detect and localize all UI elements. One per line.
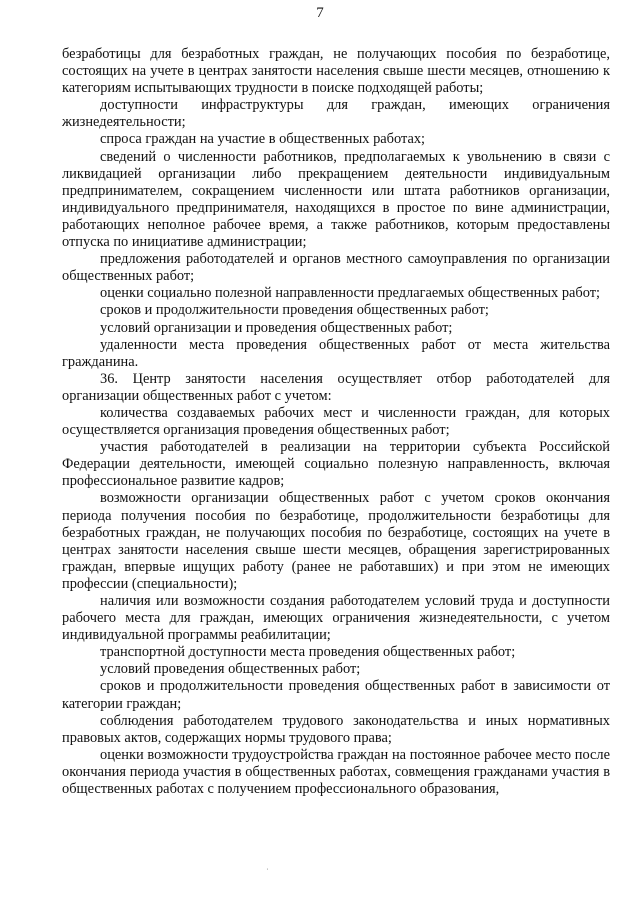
paragraph-15: транспортной доступности места проведения общественных работ; (100, 644, 516, 661)
paragraph-3: спроса граждан на участие в общественных работах; (100, 131, 426, 148)
paragraph-7: сроков и продолжительности проведения общественных работ; (100, 302, 489, 319)
paragraph-2: доступности инфраструктуры для граждан, имеющих ограничения жизнедеятельности; (62, 97, 610, 131)
paragraph-16: условий проведения общественных работ; (100, 661, 361, 678)
paragraph-9: удаленности места проведения общественных работ от места жительства гражданина. (62, 336, 610, 370)
paragraph-1: безработицы для безработных граждан, не получающих пособия по безработице, состоящих на учете в центрах занятости населения свыше шести месяцев, отношению к категориям испытывающих трудности в поиске подходящей работы; (62, 46, 610, 97)
paragraph-18: соблюдения работодателем трудового законодательства и иных нормативных правовых актов, содержащих нормы трудового права; (62, 712, 610, 746)
paragraph-4: сведений о численности работников, предполагаемых к увольнению в связи с ликвидацией организации либо прекращением деятельности индивидуальным предпринимателем, сокращением численности или штата работников организации, индивидуального предпринимателя, находящихся в простое по вине администрации, работающих неполное рабочее время, а также работников, которым предоставлены отпуска по инициативе администрации; (62, 148, 610, 251)
document-body (62, 46, 610, 798)
paragraph-11: количества создаваемых рабочих мест и численности граждан, для которых осуществляется организация проведения общественных работ; (62, 404, 610, 439)
page-number: 7 (316, 5, 324, 21)
paragraph-13: возможности организации общественных работ с учетом сроков окончания периода получения пособия по безработице, продолжительности безработицы для безработных граждан, не получающих пособия по безработице, состоящих на учете в центрах занятости населения свыше шести месяцев, обращения зарегистрированных граждан, впервые ищущих работу (ранее не работавших) и при этом не имеющих профессии (специальности); (62, 490, 610, 592)
scan-mark: ˙ (266, 867, 269, 876)
paragraph-17: сроков и продолжительности проведения общественных работ в зависимости от категории граждан; (62, 678, 610, 712)
paragraph-6: оценки социально полезной направленности предлагаемых общественных работ; (100, 285, 601, 302)
paragraph-19: оценки возможности трудоустройства граждан на постоянное рабочее место после окончания периода участия в общественных работах, совмещения гражданами участия в общественных работах с получением профессионального образования, (62, 746, 610, 798)
paragraph-12: участия работодателей в реализации на территории субъекта Российской Федерации деятельности, имеющей социально полезную направленность, включая профессиональное развитие кадров; (62, 439, 610, 490)
paragraph-10-clause-36: 36. Центр занятости населения осуществляет отбор работодателей для организации общественных работ с учетом: (62, 370, 610, 404)
paragraph-8: условий организации и проведения общественных работ; (100, 319, 453, 336)
paragraph-5: предложения работодателей и органов местного самоуправления по организации общественных работ; (62, 251, 610, 285)
paragraph-14: наличия или возможности создания работодателем условий труда и доступности рабочего места для граждан, имеющих ограничения жизнедеятельности, с учетом индивидуальной программы реабилитации; (62, 593, 610, 644)
